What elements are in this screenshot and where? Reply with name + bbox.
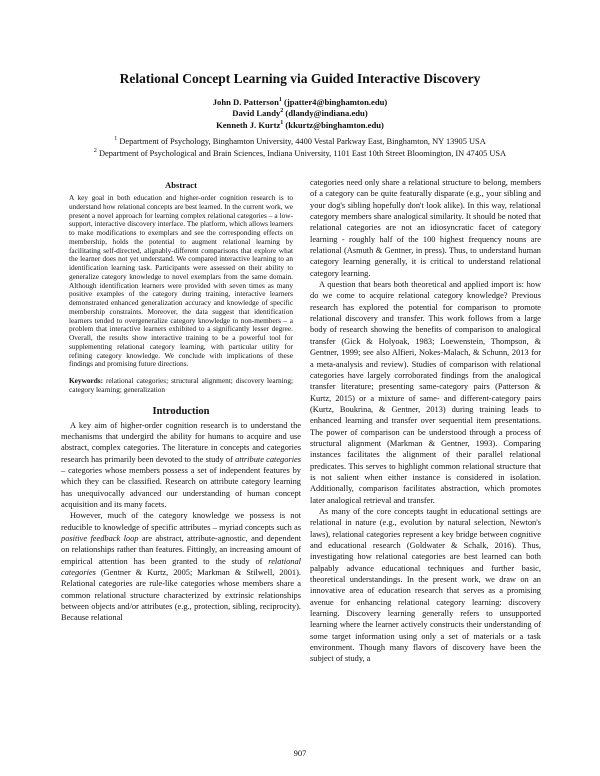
affiliation-sup: 1 bbox=[114, 136, 118, 143]
intro-p1-rest: – categories whose members possess a set of independent features by which they can be classified. Research on attribute category learning has unequivocally advanced our understanding of human concept acquisition and its many facets. bbox=[61, 465, 301, 509]
affiliation-text: Department of Psychology, Binghamton University, 4400 Vestal Parkway East, Binghamton, NY 13905 USA bbox=[117, 137, 486, 146]
author-line bbox=[0, 97, 600, 108]
keywords bbox=[69, 377, 293, 395]
intro-p1-emphasis: attribute categories bbox=[235, 454, 301, 464]
intro-paragraph-2 bbox=[61, 510, 301, 623]
intro-p2-text-b: are abstract, attribute-agnostic, and dependent on relationships rather than features. Fittingly, an increasing amount of empirical attention has been granted to the study of bbox=[61, 533, 301, 566]
affiliation-list bbox=[0, 136, 600, 160]
right-column bbox=[310, 177, 541, 665]
intro-p2-emphasis-1: positive feedback loop bbox=[61, 533, 139, 543]
author-list bbox=[0, 97, 600, 131]
affiliation-sup: 2 bbox=[93, 148, 97, 155]
intro-p2-emphasis-2: relational categories bbox=[61, 556, 301, 577]
abstract-heading: Abstract bbox=[165, 180, 197, 190]
author-email: (kkurtz@binghamton.edu) bbox=[283, 119, 384, 130]
right-paragraph-3: As many of the core concepts taught in educational settings are relational in nature (e.g., evolution by natural selection, Newton's laws), relational categories represent a key bridge between cognitive and educational research (Goldwater & Schalk, 2016). Thus, investigating how relational categories are best learned can both palpably advance educational techniques and further basic, theoretical understandings. In the present work, we draw on an innovative area of education research that serves as a promising avenue for enhancing relational category learning: discovery learning. Discovery learning generally refers to unsupported learning where the learner actively constructs their understanding of some target information using only a set of materials or a task environment. Though many flavors of discovery have been the subject of study, a bbox=[310, 506, 541, 664]
abstract-text: A key goal in both education and higher-order cognition research is to understand how relational concepts are best learned. In the current work, we present a novel approach for learning complex relational categories – a low-support, interactive discovery interface. The platform, which allows learners to make modifications to exemplars and see the corresponding effects on membership, holds the potential to augment relational learning by facilitating self-directed, alignably-different comparisons that explore what the learner does not yet understand. We compared interactive learning to an identification learning task. Participants were assessed on their ability to generalize category knowledge to novel exemplars from the same domain. Although identification learners were provided with seven times as many positive examples of the category during training, interactive learners demonstrated enhanced generalization accuracy and knowledge of specific membership constraints. Moreover, the data suggest that identification learners tended to overgeneralize category knowledge to non-members – a problem that interactive learners exhibited to a significantly lesser degree. Overall, the results show interactive training to be a powerful tool for supplementing relational category learning, with particular utility for refining category knowledge. We conclude with implications of these findings and promising future directions. bbox=[69, 193, 293, 369]
keywords-text: relational categories; structural alignment; discovery learning; category learning; generalization bbox=[69, 376, 293, 394]
author-name: Kenneth J. Kurtz bbox=[216, 119, 281, 130]
intro-p2-text-c: (Gentner & Kurtz, 2005; Markman & Stilwell, 2001). Relational categories are rule-like categories whose members share a common relational structure characterized by extrinsic relationships between objects and/or attributes (e.g., protection, sibling, reciprocity). Because relational bbox=[61, 567, 301, 623]
intro-p2-text-a: However, much of the category knowledge we possess is not reducible to knowledge of specific attributes – myriad concepts such as bbox=[61, 511, 301, 532]
right-paragraph-1: categories need only share a relational structure to belong, members of a category can be quite featurally disparate (e.g., your sibling and your dog's sibling hopefully don't look alike). In this way, relational category members share analogical similarity. It should be noted that relational categories are not an idiosyncratic facet of category learning - roughly half of the 100 highest frequency nouns are relational (Asmuth & Gentner, in press). Thus, to understand human category learning generally, it is critical to understand relational category learning. bbox=[310, 178, 541, 278]
author-sup: 1 bbox=[280, 119, 284, 126]
author-name: John D. Patterson bbox=[212, 97, 279, 107]
intro-heading: Introduction bbox=[152, 405, 210, 417]
author-line bbox=[0, 108, 600, 119]
author-email: (jpatter4@binghamton.edu) bbox=[281, 97, 388, 107]
intro-paragraph-1 bbox=[61, 420, 301, 511]
paper-title: Relational Concept Learning via Guided Interactive Discovery bbox=[119, 71, 481, 86]
left-column bbox=[61, 180, 301, 624]
right-paragraph-2: A question that bears both theoretical and applied import is: how do we come to acquire relational category knowledge? Previous research has explored the potential for comparison to promote relational discovery and transfer. This work follows from a large body of research showing the benefits of comparison to analogical transfer (Gick & Holyoak, 1983; Loewenstein, Thompson, & Gentner, 1999; see also Alfieri, Nokes-Malach, & Schunn, 2013 for a meta-analysis and review). Studies of comparison with relational categories have largely corroborated findings from the analogical transfer literature; presenting same-category pairs (Patterson & Kurtz, 2015) or a mixture of same- and different-category pairs (Kurtz, Boukrina, & Gentner, 2013) during training leads to enhanced learning and transfer over sequential item presentations. The power of comparison can be understood through a process of structural alignment (Markman & Gentner, 1993). Comparing instances facilitates the alignment of their parallel relational predicates. This serves to highlight common relational structure that is not salient when either instance is considered in isolation. Additionally, comparison facilitates abstraction, which promotes later analogical retrieval and transfer. bbox=[310, 280, 541, 505]
author-sup: 2 bbox=[280, 108, 284, 115]
affiliation-text: Department of Psychological and Brain Sciences, Indiana University, 1101 East 10th Street Bloomington, IN 47405 USA bbox=[96, 149, 507, 159]
author-name: David Landy bbox=[232, 108, 281, 119]
affiliation-line bbox=[0, 148, 600, 160]
intro-p1-text: A key aim of higher-order cognition research is to understand the mechanisms that undergird the ability for humans to acquire and use abstract, complex categories. The literature in concepts and categories research has primarily been devoted to the study of bbox=[61, 420, 301, 464]
affiliation-line bbox=[0, 136, 600, 148]
author-line bbox=[0, 120, 600, 131]
page-number: 907 bbox=[293, 748, 307, 758]
author-sup: 1 bbox=[278, 97, 282, 104]
keywords-label: Keywords: bbox=[69, 376, 104, 385]
author-email: (dlandy@indiana.edu) bbox=[283, 108, 368, 119]
